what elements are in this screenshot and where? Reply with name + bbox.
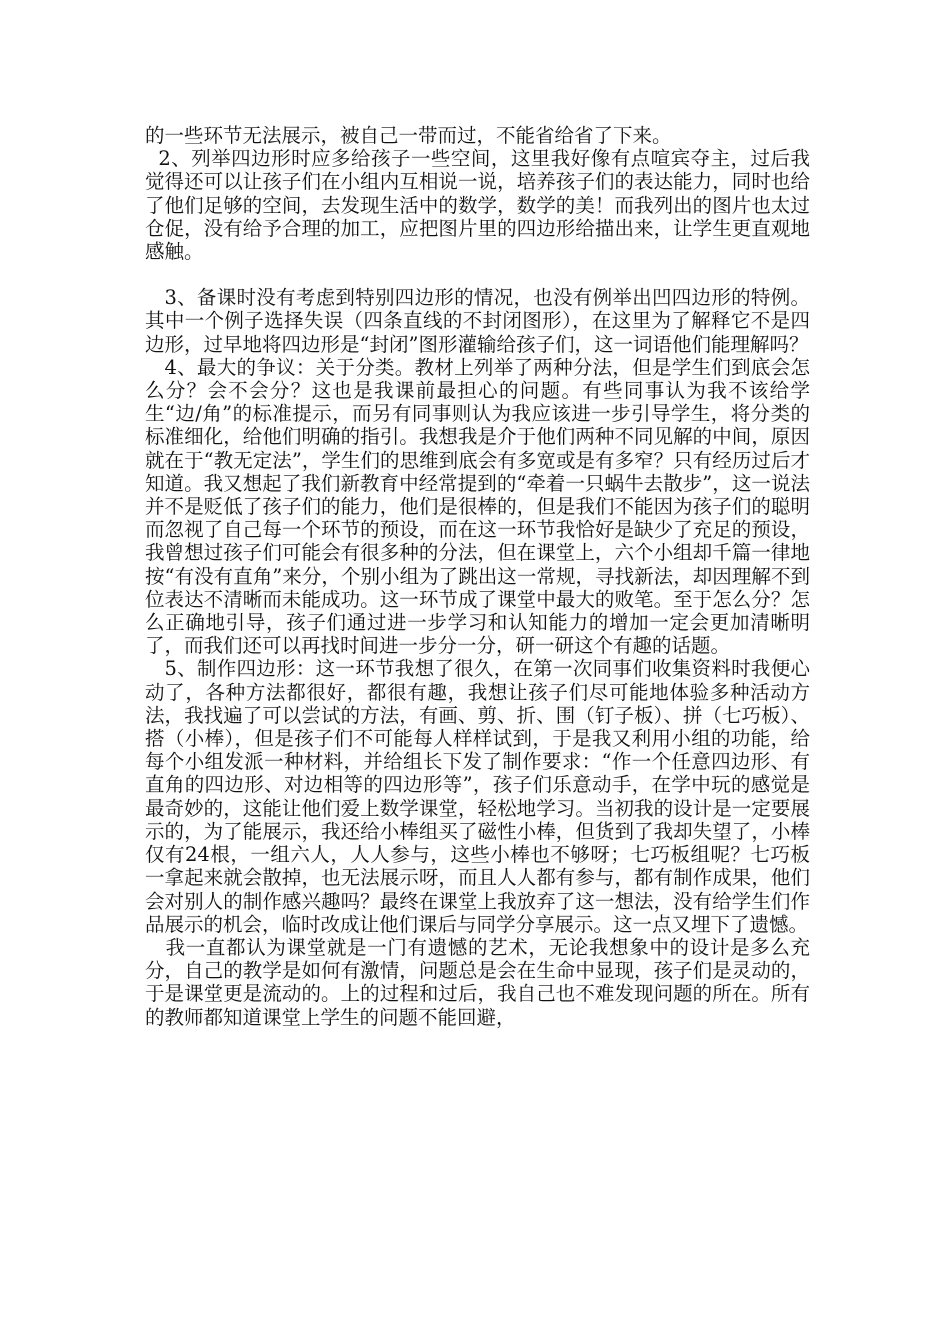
paragraph-conclusion: 我一直都认为课堂就是一门有遗憾的艺术，无论我想象中的设计是多么充分，自己的教学是如何有激情，问题总是会在生命中显现，孩子们是灵动的，于是课堂更是流动的。上的过程和过后，我自己也不难发现问题的所在。所有的教师都知道课堂上学生的问题不能回避， — [145, 935, 810, 1029]
paragraph-continuation: 的一些环节无法展示，被自己一带而过，不能省给省了下来。 — [145, 124, 672, 147]
paragraph-item-5: 5、制作四边形：这一环节我想了很久，在第一次同事们收集资料时我便心动了，各种方法都很好，都很有趣，我想让孩子们尽可能地体验多种活动方法，我找遍了可以尝试的方法，有画、剪、折、围（钉子板）、拼（七巧板）、搭（小棒），但是孩子们不可能每人样样试到，于是我又利用小组的功能，给每个小组发派一种材料，并给组长下发了制作要求：“作一个任意四边形、有直角的四边形、对边相等的四边形等”，孩子们乐意动手，在学中玩的感觉是最奇妙的，这能让他们爱上数学课堂，轻松地学习。当初我的设计是一定要展示的，为了能展示，我还给小棒组买了磁性小棒，但货到了我却失望了，小棒仅有24根，一组六人，人人参与，这些小棒也不够呀；七巧板组呢？七巧板一拿起来就会散掉，也无法展示呀，而且人人都有参与，都有制作成果，他们会对别人的制作感兴趣吗？最终在课堂上我放弃了这一想法，没有给学生们作品展示的机会，临时改成让他们课后与同学分享展示。这一点又埋下了遗憾。 — [145, 657, 810, 936]
paragraph-item-3: 3、备课时没有考虑到特别四边形的情况，也没有例举出凹四边形的特例。其中一个例子选择失误（四条直线的不封闭图形），在这里为了解释它不是四边形，过早地将四边形是“封闭”图形灌输给孩子们，这一词语他们能理解吗？ — [145, 286, 810, 356]
document-body — [145, 124, 810, 1029]
paragraph-item-2: 2、列举四边形时应多给孩子一些空间，这里我好像有点喧宾夺主，过后我觉得还可以让孩子们在小组内互相说一说，培养孩子们的表达能力，同时也给了他们足够的空间，去发现生活中的数学，数学的美！而我列出的图片也太过仓促，没有给予合理的加工，应把图片里的四边形给描出来，让学生更直观地感触。 — [145, 147, 810, 264]
paragraph-gap — [145, 263, 810, 286]
paragraph-item-4: 4、最大的争议：关于分类。教材上列举了两种分法，但是学生们到底会怎么分？会不会分？这也是我课前最担心的问题。有些同事认为我不该给学生“边/角”的标准提示，而另有同事则认为我应该进一步引导学生，将分类的标准细化，给他们明确的指引。我想我是介于他们两种不同见解的中间，原因就在于“教无定法”，学生们的思维到底会有多宽或是有多窄？只有经历过后才知道。我又想起了我们新教育中经常提到的“牵着一只蜗牛去散步”，这一说法并不是贬低了孩子们的能力，他们是很棒的，但是我们不能因为孩子们的聪明而忽视了自己每一个环节的预设，而在这一环节我恰好是缺少了充足的预设，我曾想过孩子们可能会有很多种的分法，但在课堂上，六个小组却千篇一律地按“有没有直角”来分，个别小组为了跳出这一常规，寻找新法，却因理解不到位表达不清晰而未能成功。这一环节成了课堂中最大的败笔。至于怎么分？怎么正确地引导，孩子们通过进一步学习和认知能力的增加一定会更加清晰明了，而我们还可以再找时间进一步分一分，研一研这个有趣的话题。 — [145, 355, 810, 658]
